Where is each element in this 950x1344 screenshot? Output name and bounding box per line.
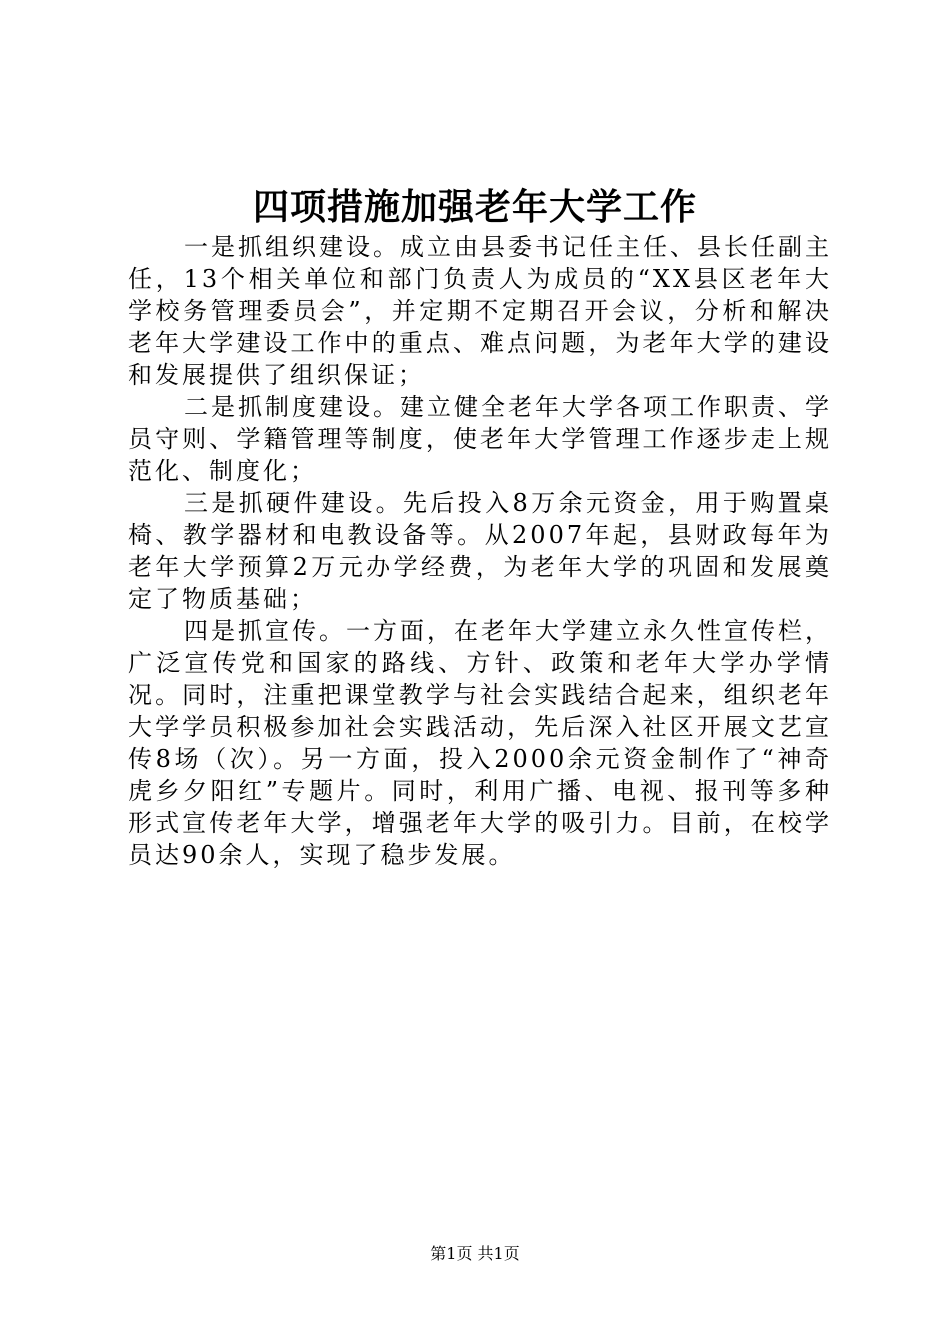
paragraph-hardware: 三是抓硬件建设。先后投入8万余元资金，用于购置桌椅、教学器材和电教设备等。从2007年起，县财政每年为老年大学预算2万元办学经费，为老年大学的巩固和发展奠定了物质基础； [128,489,832,613]
document-body [128,231,832,871]
paragraph-publicity: 四是抓宣传。一方面，在老年大学建立永久性宣传栏，广泛宣传党和国家的路线、方针、政策和老年大学办学情况。同时，注重把课堂教学与社会实践结合起来，组织老年大学学员积极参加社会实践活动，先后深入社区开展文艺宣传8场（次）。另一方面，投入2000余元资金制作了“神奇虎乡夕阳红”专题片。同时，利用广播、电视、报刊等多种形式宣传老年大学，增强老年大学的吸引力。目前，在校学员达90余人，实现了稳步发展。 [128,617,832,869]
paragraph-system: 二是抓制度建设。建立健全老年大学各项工作职责、学员守则、学籍管理等制度，使老年大学管理工作逐步走上规范化、制度化； [128,393,832,485]
document-title: 四项措施加强老年大学工作 [252,186,697,228]
paragraph-organization: 一是抓组织建设。成立由县委书记任主任、县长任副主任，13个相关单位和部门负责人为成员的“XX县区老年大学校务管理委员会”，并定期不定期召开会议，分析和解决老年大学建设工作中的重点、难点问题，为老年大学的建设和发展提供了组织保证； [128,233,832,389]
page-footer: 第1页 共1页 [430,1244,520,1263]
